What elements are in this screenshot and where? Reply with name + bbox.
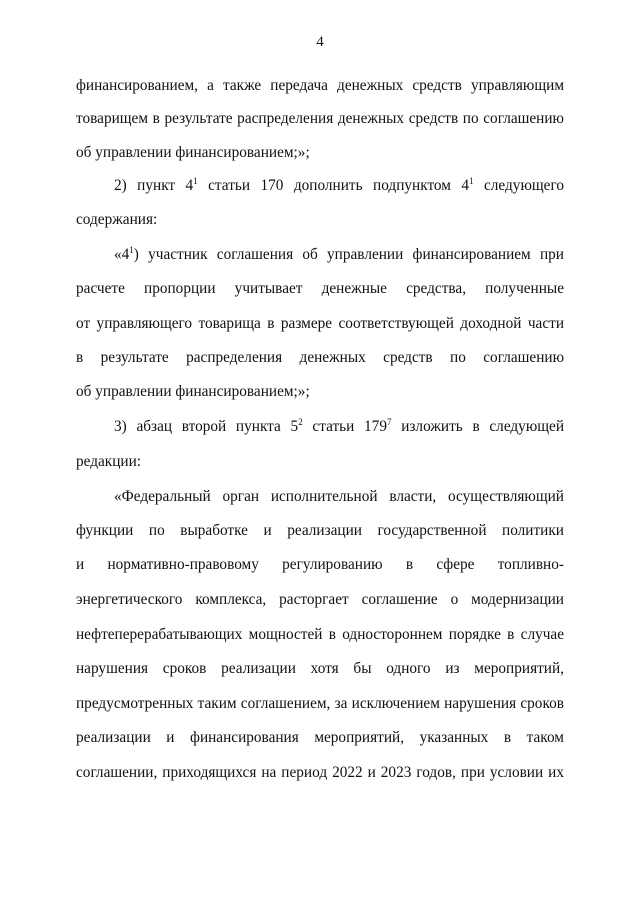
text-line [114,177,564,195]
superscript: 2 [298,417,303,427]
text-line: нефтеперерабатывающих мощностей в одностороннем порядке в случае [76,626,564,643]
text-line: предусмотренных таким соглашением, за исключением нарушения сроков [76,695,564,712]
superscript: 1 [469,176,474,186]
text-line: товарищем в результате распределения денежных средств по соглашению [76,110,564,127]
text-segment: 2) пункт 4 [114,177,194,194]
text-line: «Федеральный орган исполнительной власти, осуществляющий [114,488,564,505]
text-line: редакции: [76,453,142,470]
text-line: расчете пропорции учитывает денежные средства, полученные [76,280,564,297]
text-line: и нормативно-правовому регулированию в сфере топливно- [76,556,564,573]
text-segment: статьи 179 [312,418,387,435]
text-line: нарушения сроков реализации хотя бы одного из мероприятий, [76,660,564,677]
text-line [114,418,564,436]
text-line: энергетического комплекса, расторгает соглашение о модернизации [76,591,564,608]
superscript: 7 [386,417,392,427]
text-segment: ) участник соглашения об управлении финансированием при [133,246,564,263]
text-line: в результате распределения денежных средств по соглашению [76,349,564,366]
text-line: об управлении финансированием;»; [76,144,310,161]
text-line [114,246,564,264]
text-segment: статьи 170 дополнить подпунктом 4 [208,177,470,194]
text-segment: «4 [114,246,130,263]
text-segment: изложить в следующей [401,418,565,435]
text-segment: следующего [484,177,564,194]
superscript: 1 [193,176,198,186]
page-number: 4 [316,34,324,50]
text-line: реализации и финансирования мероприятий, указанных в таком [76,729,564,746]
text-line: функции по выработке и реализации государственной политики [76,522,564,539]
superscript: 1 [129,245,134,255]
text-line: финансированием, а также передача денежных средств управляющим [76,77,564,94]
text-line: соглашении, приходящихся на период 2022 и 2023 годов, при условии их [76,764,564,781]
text-segment: 3) абзац второй пункта 5 [114,418,299,435]
text-line: содержания: [76,211,158,228]
text-line: об управлении финансированием;»; [76,383,310,400]
text-line: от управляющего товарища в размере соответствующей доходной части [76,315,564,332]
